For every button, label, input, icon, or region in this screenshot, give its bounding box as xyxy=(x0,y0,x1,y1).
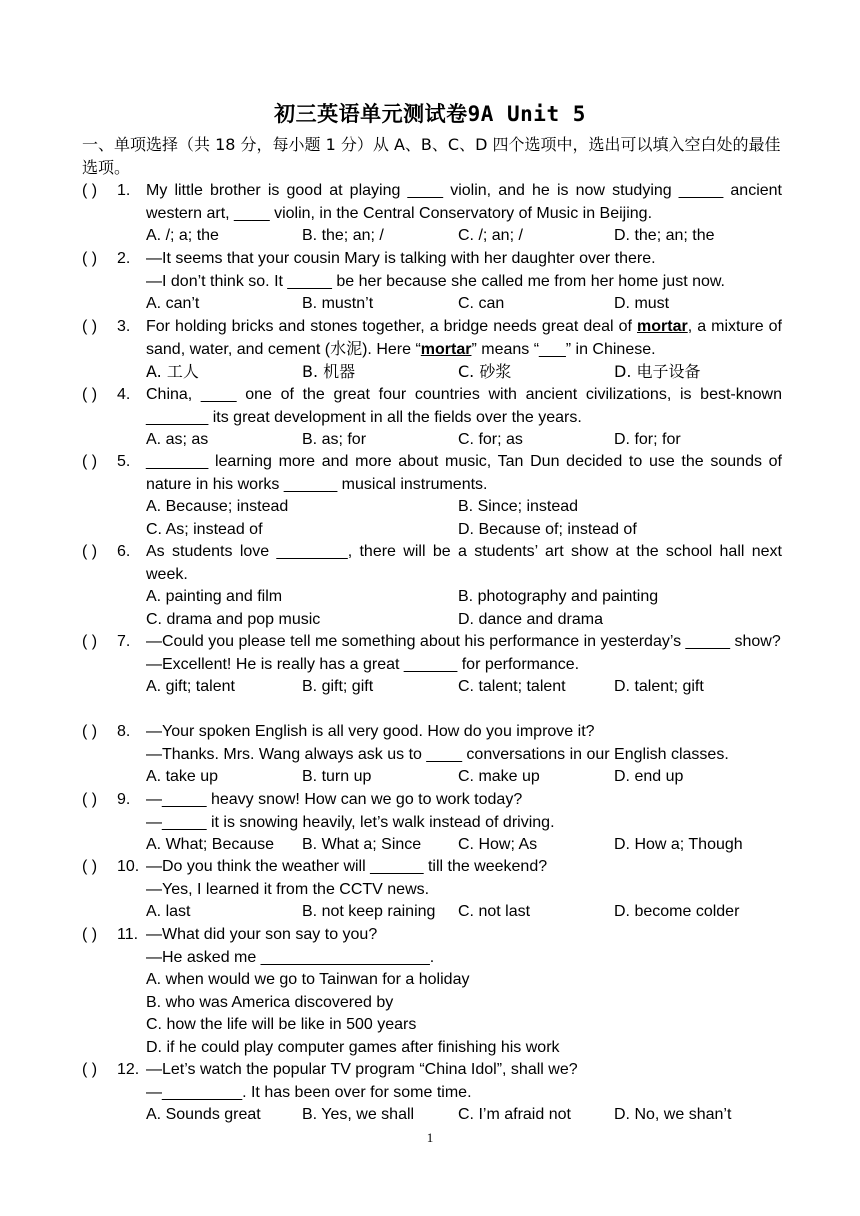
answer-blank: ( ) xyxy=(82,791,98,808)
question-10 xyxy=(82,856,782,924)
option-b: B. Yes, we shall xyxy=(302,1106,415,1123)
option-c: C. 砂浆 xyxy=(458,362,512,381)
option-a: A. /; a; the xyxy=(146,227,219,244)
option-b: B. mustn’t xyxy=(302,295,374,312)
option-a: A. can’t xyxy=(146,295,200,312)
option-c: C. How; As xyxy=(458,836,538,853)
answer-blank: ( ) xyxy=(82,318,98,335)
question-6 xyxy=(82,541,782,631)
options-row xyxy=(146,225,782,248)
options-row xyxy=(146,496,782,519)
option-a: A. 工人 xyxy=(146,362,199,381)
option-d: D. dance and drama xyxy=(458,610,603,628)
question-stem-reply: —He asked me ___________________. xyxy=(146,948,435,966)
question-number: 7. xyxy=(117,633,131,650)
question-number: 12. xyxy=(117,1061,140,1078)
option-d: D. the; an; the xyxy=(614,227,715,244)
question-8 xyxy=(82,721,782,789)
question-3 xyxy=(82,316,782,384)
question-stem: —What did your son say to you? xyxy=(146,926,378,943)
question-stem: —Let’s watch the popular TV program “China Idol”, shall we? xyxy=(146,1061,578,1078)
question-stem: —_____ heavy snow! How can we go to work today? xyxy=(146,791,523,808)
option-b: B. gift; gift xyxy=(302,678,374,695)
option-d: D. Because of; instead of xyxy=(458,520,637,538)
question-number: 3. xyxy=(117,318,131,335)
stem-part: , a mixture of sand, water, and cement (水泥). Here “ xyxy=(146,318,782,358)
question-number: 4. xyxy=(117,386,131,403)
question-number: 6. xyxy=(117,543,131,560)
question-stem xyxy=(146,316,782,361)
options-row xyxy=(146,1104,782,1127)
question-number: 5. xyxy=(117,453,131,470)
question-stem: —Your spoken English is all very good. How do you improve it? xyxy=(146,723,595,740)
answer-blank: ( ) xyxy=(82,858,98,875)
option-c: C. /; an; / xyxy=(458,227,523,244)
option-d: D. if he could play computer games after finishing his work xyxy=(146,1038,560,1056)
option-d: D. 电子设备 xyxy=(614,362,701,381)
question-stem-reply: —Thanks. Mrs. Wang always ask us to ____ conversations in our English classes. xyxy=(146,745,729,763)
section-instructions: 一、单项选择（共 18 分，每小题 1 分）从 A、B、C、D 四个选项中，选出可以填入空白处的最佳选项。 xyxy=(82,135,781,177)
option-b: B. What a; Since xyxy=(302,836,422,853)
answer-blank: ( ) xyxy=(82,386,98,403)
option-a: A. Because; instead xyxy=(146,498,289,515)
options-row xyxy=(146,361,782,384)
option-c: C. for; as xyxy=(458,431,523,448)
option-c: C. not last xyxy=(458,903,531,920)
answer-blank: ( ) xyxy=(82,926,98,943)
option-c: C. can xyxy=(458,295,505,312)
question-5 xyxy=(82,451,782,541)
question-stem: —It seems that your cousin Mary is talking with her daughter over there. xyxy=(146,250,656,267)
answer-blank: ( ) xyxy=(82,543,98,560)
option-d: D. become colder xyxy=(614,903,740,920)
question-11 xyxy=(82,924,782,1059)
keyword-mortar: mortar xyxy=(420,340,472,358)
option-c: C. As; instead of xyxy=(146,520,263,538)
option-b: B. the; an; / xyxy=(302,227,384,244)
options-row xyxy=(146,834,782,857)
question-stem: _______ learning more and more about music, Tan Dun decided to use the sounds of nature in his works ______ musical instruments. xyxy=(146,453,782,493)
question-number: 11. xyxy=(117,926,139,943)
option-a: A. painting and film xyxy=(146,588,283,605)
option-b: B. photography and painting xyxy=(458,588,659,605)
question-4 xyxy=(82,384,782,452)
option-c: C. talent; talent xyxy=(458,678,566,695)
answer-blank: ( ) xyxy=(82,1061,98,1078)
option-d: D. end up xyxy=(614,768,684,785)
answer-blank: ( ) xyxy=(82,633,98,650)
page-number: 1 xyxy=(426,1130,434,1145)
question-number: 10. xyxy=(117,858,140,875)
question-stem-reply: —I don’t think so. It _____ be her because she called me from her home just now. xyxy=(146,272,725,290)
option-c: C. how the life will be like in 500 years xyxy=(146,1016,417,1033)
option-d: D. must xyxy=(614,295,670,312)
question-number: 9. xyxy=(117,791,131,808)
page-title: 初三英语单元测试卷9A Unit 5 xyxy=(274,102,586,126)
stem-part: ” means “___” in Chinese. xyxy=(471,340,656,358)
answer-blank: ( ) xyxy=(82,453,98,470)
options-row xyxy=(146,676,782,699)
question-7 xyxy=(82,631,782,699)
option-a: A. What; Because xyxy=(146,836,275,853)
option-a: A. as; as xyxy=(146,431,209,448)
option-a: A. last xyxy=(146,903,191,920)
options-row xyxy=(146,519,782,542)
question-number: 8. xyxy=(117,723,131,740)
answer-blank: ( ) xyxy=(82,182,98,199)
question-9 xyxy=(82,789,782,857)
option-d: D. for; for xyxy=(614,431,681,448)
question-12 xyxy=(82,1059,782,1127)
option-d: D. talent; gift xyxy=(614,678,704,695)
option-b: B. 机器 xyxy=(302,362,356,381)
option-a: A. when would we go to Tainwan for a holiday xyxy=(146,971,470,988)
stem-part: For holding bricks and stones together, a bridge needs great deal of xyxy=(146,318,638,335)
option-b: B. as; for xyxy=(302,431,367,448)
option-b: B. turn up xyxy=(302,768,372,785)
option-a: A. take up xyxy=(146,768,219,785)
options-row xyxy=(146,766,782,789)
options-row xyxy=(146,901,782,924)
option-c: C. I’m afraid not xyxy=(458,1106,571,1123)
question-stem: As students love ________, there will be a students’ art show at the school hall next week. xyxy=(146,543,782,583)
question-stem-reply: —_________. It has been over for some time. xyxy=(146,1083,472,1101)
options-row xyxy=(146,293,782,316)
question-stem: —Could you please tell me something about his performance in yesterday’s _____ show? xyxy=(146,633,781,650)
answer-blank: ( ) xyxy=(82,250,98,267)
keyword-mortar: mortar xyxy=(637,318,688,335)
question-stem-reply: —Excellent! He is really has a great ______ for performance. xyxy=(146,655,580,673)
question-number: 1. xyxy=(117,182,131,199)
option-c: C. make up xyxy=(458,768,540,785)
option-a: A. Sounds great xyxy=(146,1106,261,1123)
option-c: C. drama and pop music xyxy=(146,610,321,628)
options-row xyxy=(146,429,782,452)
option-d: D. How a; Though xyxy=(614,836,743,853)
answer-blank: ( ) xyxy=(82,723,98,740)
question-stem-reply: —Yes, I learned it from the CCTV news. xyxy=(146,880,430,898)
question-stem: —Do you think the weather will ______ till the weekend? xyxy=(146,858,548,875)
option-b: B. Since; instead xyxy=(458,498,579,515)
question-1 xyxy=(82,180,782,248)
question-2 xyxy=(82,248,782,316)
question-stem-reply: —_____ it is snowing heavily, let’s walk instead of driving. xyxy=(146,813,555,831)
options-row xyxy=(146,586,782,609)
option-b: B. not keep raining xyxy=(302,903,436,920)
options-row xyxy=(146,609,782,632)
question-stem: China, ____ one of the great four countries with ancient civilizations, is best-known _______ its great development in all the fields over the years. xyxy=(146,386,782,426)
question-number: 2. xyxy=(117,250,131,267)
option-d: D. No, we shan’t xyxy=(614,1106,732,1123)
question-stem: My little brother is good at playing ____ violin, and he is now studying _____ ancient western art, ____ violin, in the Central Conservatory of Music in Beijing. xyxy=(146,182,782,222)
option-a: A. gift; talent xyxy=(146,678,235,695)
option-b: B. who was America discovered by xyxy=(146,993,394,1011)
